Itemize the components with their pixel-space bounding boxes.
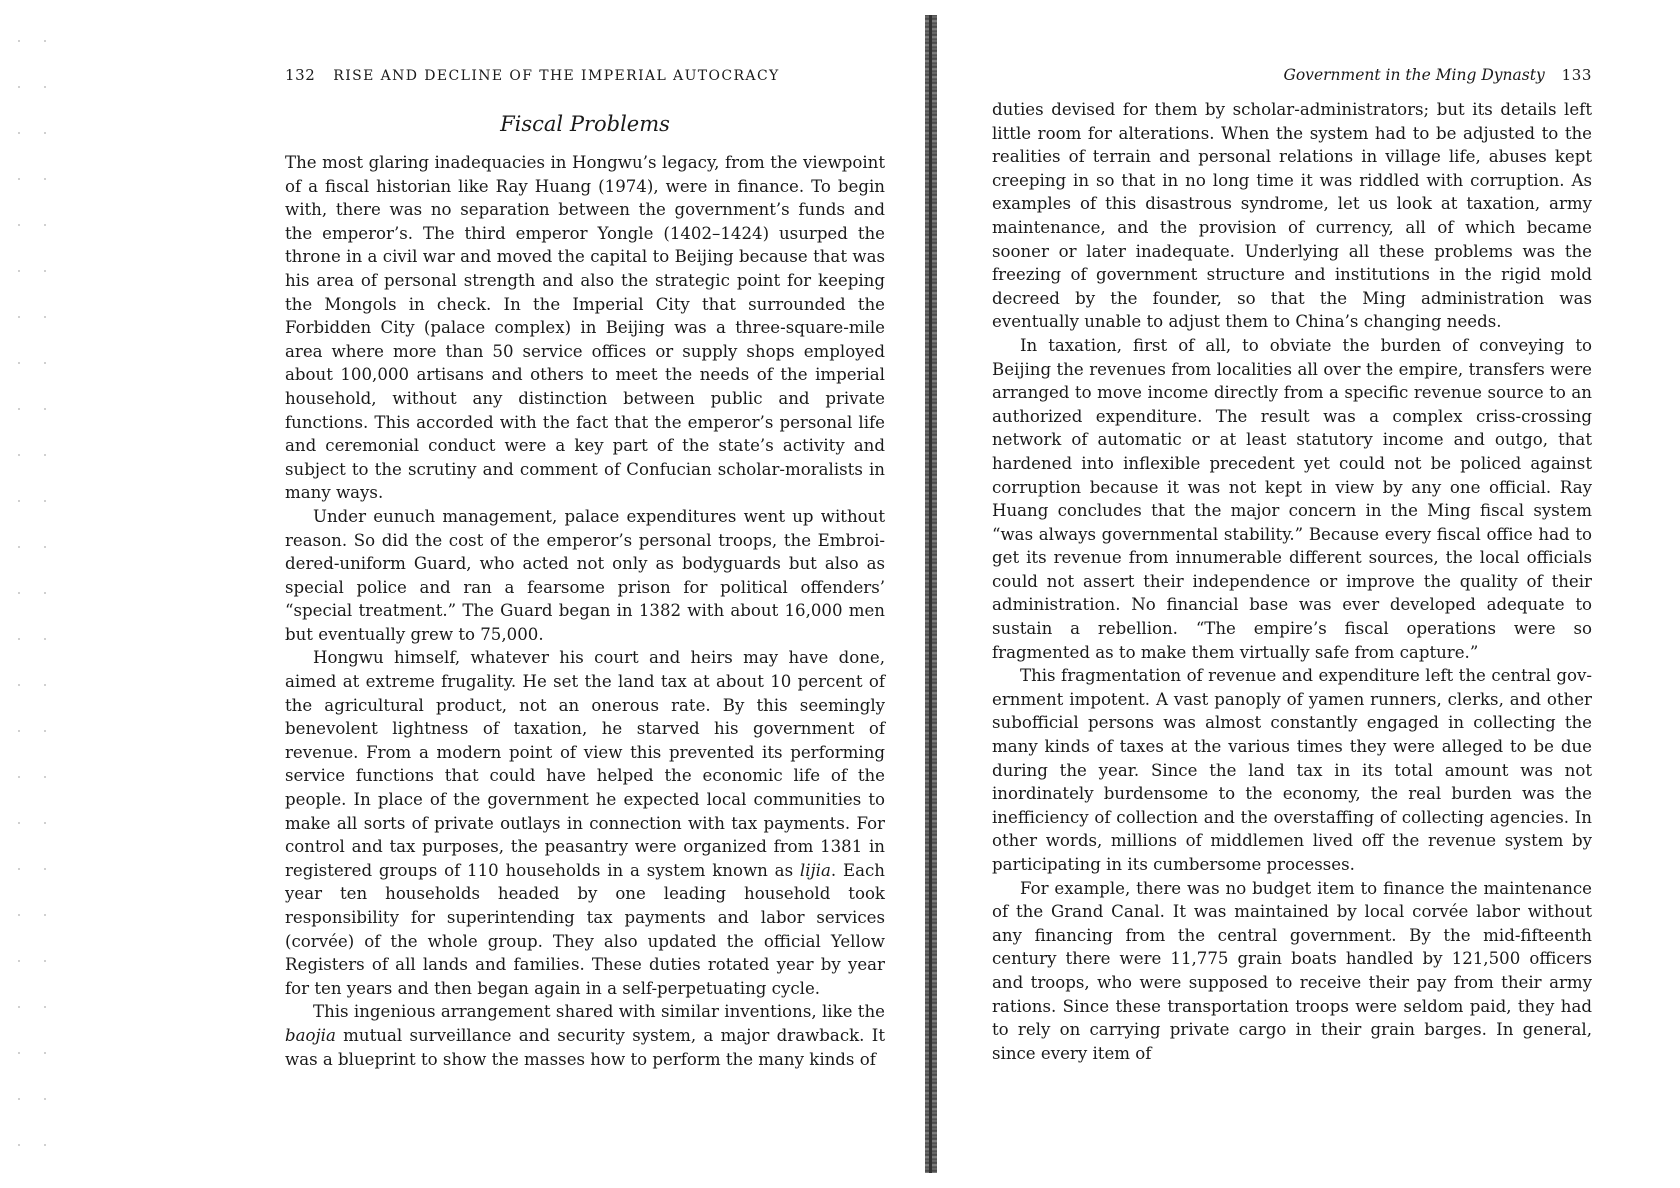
left-body-text bbox=[285, 151, 885, 1071]
term-baojia: baojia bbox=[285, 1025, 336, 1045]
paragraph: For example, there was no budget item to finance the maintenance of the Grand Canal. It was maintained by local corvée labor without any financing from the central government. By the mid-fifteenth century there were 11,775 grain boats handled by 121,500 officers and troops, who were supposed to receive their pay from their army rations. Since these transportation troops were seldom paid, they had to rely on carrying private cargo in their grain barges. In general, since every item of bbox=[992, 878, 1592, 1063]
paragraph-text: mutual surveillance and security system, a major drawback. It was a blueprint to show the masses how to perform the many kinds of bbox=[285, 1025, 885, 1069]
paragraph: In taxation, first of all, to obviate the burden of conveying to Beijing the revenues from localities all over the empire, transfers were arranged to move income directly from a specific revenue source to an authorized expenditure. The result was a complex criss-crossing network of automatic or at least statutory income and outgo, that hardened into inflexible precedent yet could not be policed against corruption because it was not kept in view by any one official. Ray Huang concludes that the major concern in the Ming fiscal system “was always governmental stability.” Because every fiscal office had to get its revenue from innumerable different sources, the local officials could not assert their independence or improve the quality of their administration. No financial base was ever developed adequate to sustain a rebellion. “The empire’s fiscal operations were so fragmented as to make them virtually safe from capture.” bbox=[992, 335, 1592, 662]
left-page-number: 132 bbox=[285, 66, 316, 84]
paragraph: Under eunuch management, palace expenditures went up without reason. So did the cost of the emperor’s personal troops, the Embroidered-uniform Guard, who acted not only as bodyguards but also as special police and ran a fearsome prison for political offenders’ “special treatment.” The Guard began in 1382 with about 16,000 men but eventually grew to 75,000. bbox=[285, 506, 885, 644]
right-body-text bbox=[992, 98, 1592, 1065]
paragraph bbox=[285, 646, 885, 1000]
right-running-head bbox=[1283, 66, 1592, 84]
scan-margin-dots bbox=[0, 0, 60, 1188]
section-title: Fiscal Problems bbox=[500, 112, 670, 136]
paragraph: This fragmentation of revenue and expenditure left the central government impotent. A vast panoply of yamen runners, clerks, and other subofficial persons was almost constantly engaged in collecting the many kinds of taxes at the various times they were alleged to be due during the year. Since the land tax in its total amount was not inordinately burdensome to the economy, the real burden was the inefficiency of collection and the overstaffing of collecting agencies. In other words, millions of middlemen lived off the revenue system by participating in its cumbersome processes. bbox=[992, 666, 1592, 874]
paragraph-text: This ingenious arrangement shared with similar inventions, like the bbox=[313, 1002, 885, 1022]
paragraph-text: Hongwu himself, whatever his court and heirs may have done, aimed at extreme frugality. He set the land tax at about 10 percent of the agricultural product, not an onerous rate. By this seemingly benevolent lightness of taxation, he starved his government of revenue. From a modern point of view this prevented its performing service functions that could have helped the economic life of the people. In place of the government he expected local communities to make all sorts of private outlays in connection with tax payments. For control and tax purposes, the peasantry were organized from 1381 in registered groups of 110 households in a system known as bbox=[285, 648, 885, 880]
right-page-number: 133 bbox=[1561, 66, 1592, 84]
paragraph bbox=[285, 1000, 885, 1071]
left-running-head bbox=[285, 66, 780, 84]
paragraph: duties devised for them by scholar-administrators; but its details left little room for alterations. When the system had to be adjusted to the realities of terrain and personal relations in village life, abuses kept creeping in so that in no long time it was riddled with corruption. As examples of this disastrous syndrome, let us look at taxation, army maintenance, and the provision of currency, all of which became sooner or later inadequate. Underlying all these problems was the freezing of government structure and institutions in the rigid mold decreed by the founder, so that the Ming administration was eventually unable to adjust them to China’s changing needs. bbox=[992, 100, 1592, 332]
term-lijia: lijia bbox=[799, 860, 831, 880]
book-gutter bbox=[925, 15, 937, 1173]
paragraph-text: . Each year ten households headed by one leading household took responsibility for superintending tax payments and labor services (corvée) of the whole group. They also updated the official Yellow Registers of all lands and families. These duties rotated year by year for ten years and then began again in a self-perpetuating cycle. bbox=[285, 860, 885, 998]
paragraph: The most glaring inadequacies in Hongwu’s legacy, from the viewpoint of a fiscal historian like Ray Huang (1974), were in finance. To begin with, there was no separation between the government’s funds and the emperor’s. The third emperor Yongle (1402–1424) usurped the throne in a civil war and moved the capital to Beijing because that was his area of personal strength and also the strategic point for keeping the Mongols in check. In the Imperial City that surrounded the Forbidden City (palace complex) in Beijing was a three-square-mile area where more than 50 service offices or supply shops employed about 100,000 artisans and others to meet the needs of the imperial household, without any distinction between public and private functions. This accorded with the fact that the emperor’s personal life and ceremonial conduct were a key part of the state’s activity and subject to the scrutiny and comment of Confucian scholar-moralists in many ways. bbox=[285, 153, 885, 503]
right-running-title: Government in the Ming Dynasty bbox=[1283, 66, 1545, 84]
left-running-title: RISE AND DECLINE OF THE IMPERIAL AUTOCRACY bbox=[333, 68, 780, 84]
